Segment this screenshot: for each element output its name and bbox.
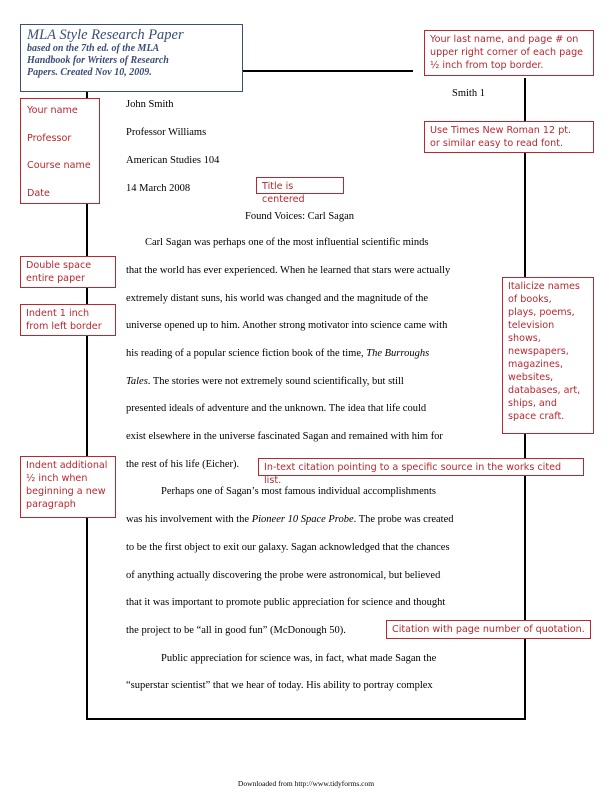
callout-page-citation: Citation with page number of quotation. [386, 620, 591, 639]
body-line-16: Public appreciation for science was, in fact, what made Sagan the [161, 653, 437, 664]
callout-line: websites, [508, 372, 554, 383]
book-title: The Burroughs [366, 348, 430, 359]
callout-line: ½ inch from top border. [430, 60, 544, 71]
callout-line: paragraph [26, 499, 76, 510]
callout-line: shows, [508, 333, 541, 344]
header-subtitle-1: based on the 7th ed. of the MLA [27, 43, 160, 54]
label-professor: Professor [27, 133, 72, 144]
body-line-6 [126, 376, 404, 387]
body-text: . The probe was created [353, 514, 454, 525]
label-date: Date [27, 188, 50, 199]
header-subtitle-3: Papers. Created Nov 10, 2009. [27, 67, 152, 78]
book-title-cont: Tales [126, 376, 148, 387]
body-line-4: universe opened up to him. Another strong motivator into science came with [126, 320, 448, 331]
callout-line: newspapers, [508, 346, 569, 357]
callout-line: Indent 1 inch [26, 308, 90, 319]
callout-indent-additional [20, 456, 116, 518]
callout-line: Your last name, and page # on [430, 34, 579, 45]
callout-line: ships, and [508, 398, 557, 409]
top-border-line [243, 70, 413, 72]
body-text: . The stories were not extremely sound scientifically, but still [147, 376, 404, 387]
probe-title: Pioneer 10 Space Probe [251, 514, 354, 525]
callout-line: ½ inch when [26, 473, 88, 484]
paper-title: Found Voices: Carl Sagan [245, 211, 354, 222]
body-line-3: extremely distant suns, his world was changed and the magnitude of the [126, 293, 429, 304]
body-line-1: Carl Sagan was perhaps one of the most influential scientific minds [145, 237, 429, 248]
callout-line: plays, poems, [508, 307, 575, 318]
callout-line: television [508, 320, 555, 331]
date: 14 March 2008 [126, 183, 191, 194]
bottom-border-line [86, 718, 526, 720]
header-subtitle-2: Handbook for Writers of Research [27, 55, 169, 66]
callout-title-centered: Title is centered [256, 177, 344, 194]
callout-line: space craft. [508, 411, 565, 422]
course-name: American Studies 104 [126, 155, 220, 166]
body-line-5 [126, 348, 429, 359]
callout-line: databases, art, [508, 385, 581, 396]
callout-line: from left border [26, 321, 102, 332]
body-line-15: the project to be “all in good fun” (McDonough 50). [126, 625, 346, 636]
body-line-12: to be the first object to exit our galaxy. Sagan acknowledged that the chances [126, 542, 450, 553]
body-line-10: Perhaps one of Sagan’s most famous individual accomplishments [161, 486, 436, 497]
label-course-name: Course name [27, 160, 91, 171]
label-your-name: Your name [27, 105, 78, 116]
body-line-13: of anything actually discovering the probe were astronomical, but believed [126, 570, 441, 581]
callout-line: Double space [26, 260, 92, 271]
callout-font [424, 121, 594, 153]
footer [0, 779, 612, 788]
header-box [20, 24, 243, 92]
body-line-7: presented ideals of adventure and the unknown. The idea that life could [126, 403, 427, 414]
callout-indent-1-inch [20, 304, 116, 336]
footer-link[interactable]: http://www.tidyforms.com [294, 779, 375, 788]
callout-double-space [20, 256, 116, 288]
callout-line: upper right corner of each page [430, 47, 584, 58]
callout-line: Indent additional [26, 460, 108, 471]
body-text: his reading of a popular science fiction book of the time, [126, 348, 364, 359]
callout-line: magazines, [508, 359, 563, 370]
callout-line: beginning a new [26, 486, 106, 497]
heading-labels-box [20, 98, 100, 204]
body-line-11 [126, 514, 453, 525]
body-line-2: that the world has ever experienced. When he learned that stars were actually [126, 265, 451, 276]
student-name: John Smith [126, 99, 174, 110]
body-text: was his involvement with the [126, 514, 250, 525]
body-line-8: exist elsewhere in the universe fascinated Sagan and remained with him for [126, 431, 443, 442]
callout-in-text-citation: In-text citation pointing to a specific source in the works cited list. [258, 458, 584, 476]
callout-line: or similar easy to read font. [430, 138, 564, 149]
body-line-9: the rest of his life (Eicher). [126, 459, 240, 470]
body-line-14: that it was important to promote public appreciation for science and thought [126, 597, 446, 608]
body-line-17: “superstar scientist” that we hear of today. His ability to portray complex [126, 680, 433, 691]
callout-line: entire paper [26, 273, 86, 284]
professor-name: Professor Williams [126, 127, 207, 138]
callout-line: Use Times New Roman 12 pt. [430, 125, 572, 136]
callout-last-name [424, 30, 594, 76]
footer-text: Downloaded from [237, 779, 295, 788]
callout-line: Italicize names [508, 281, 580, 292]
callout-italicize [502, 277, 594, 434]
callout-line: of books, [508, 294, 552, 305]
running-head: Smith 1 [452, 88, 485, 99]
header-title: MLA Style Research Paper [27, 27, 184, 43]
